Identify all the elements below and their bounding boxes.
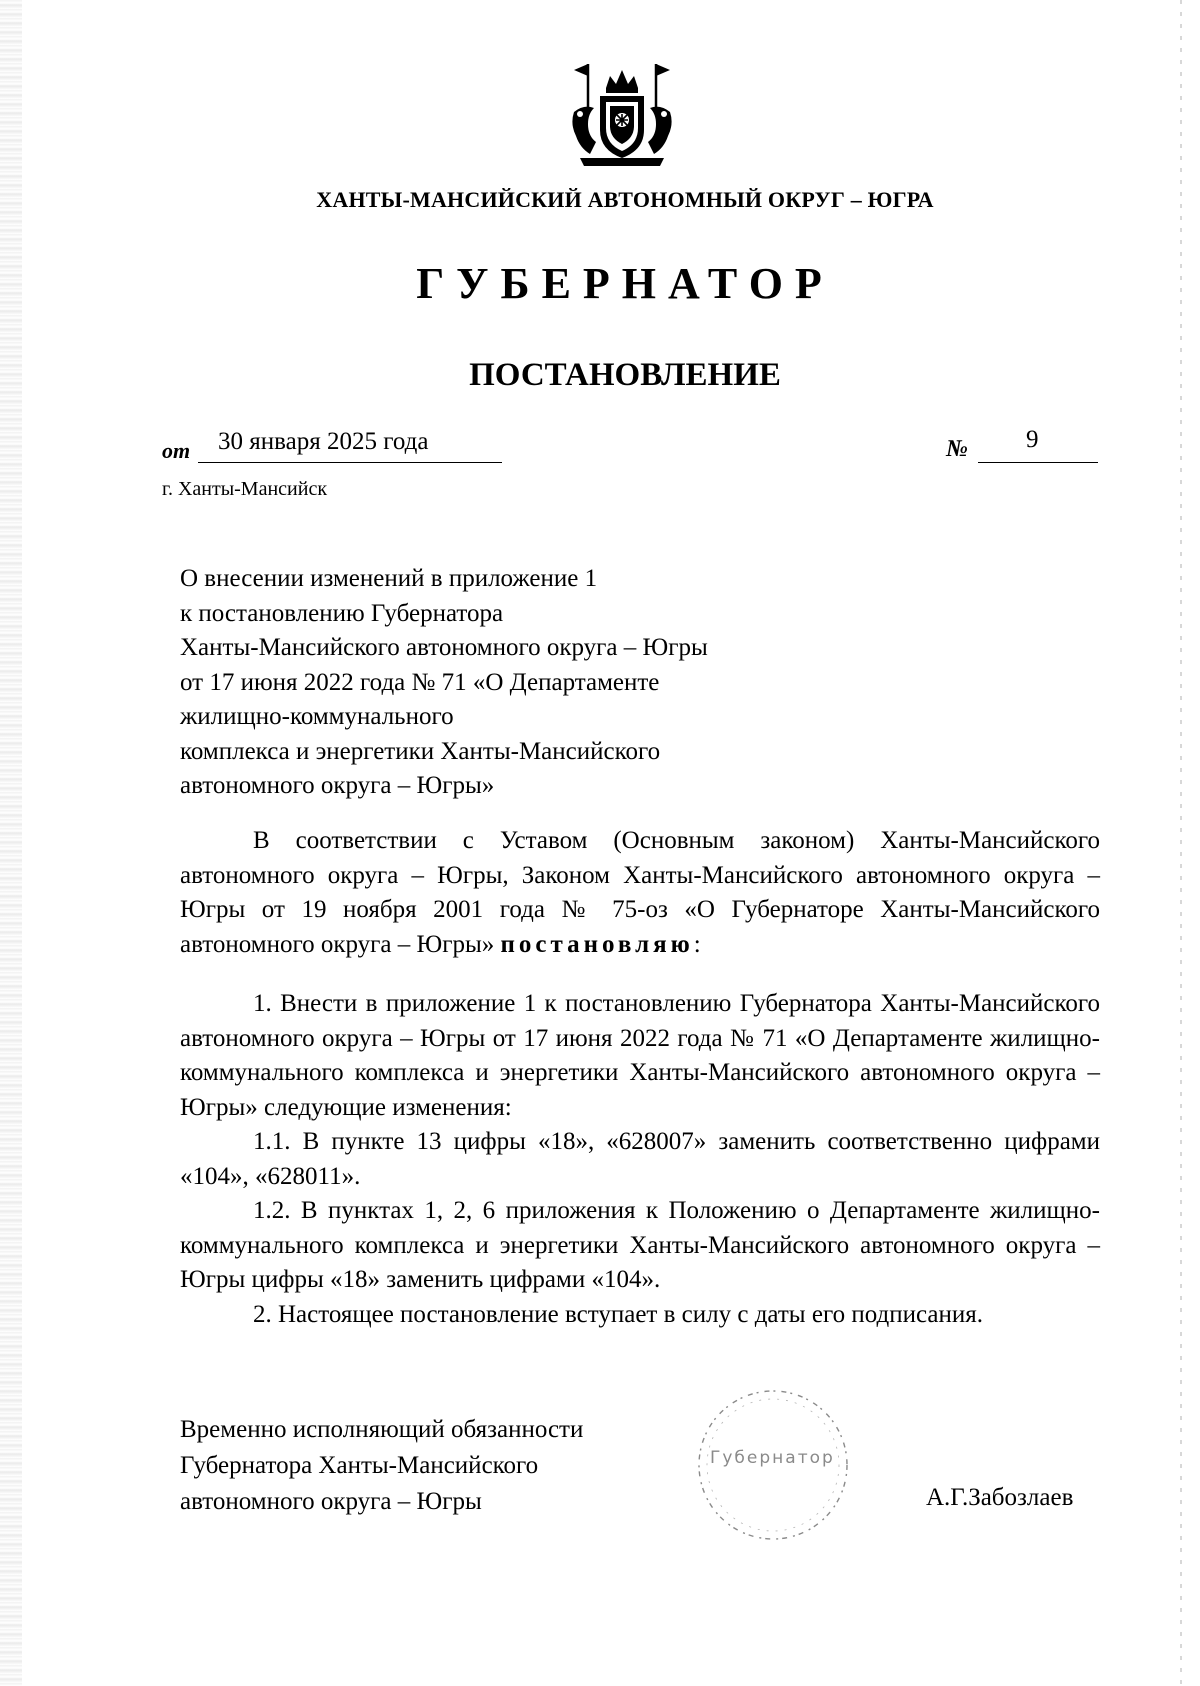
official-stamp <box>688 1375 858 1555</box>
subject-line: Ханты-Мансийского автономного округа – Югры <box>180 634 708 661</box>
document-number: 9 <box>1026 426 1039 453</box>
signer-position-line: автономного округа – Югры <box>180 1488 482 1515</box>
decree-items <box>180 987 1100 1332</box>
decree-item: 1. Внести в приложение 1 к постановлению Губернатора Ханты-Мансийского автономного округа – Югры от 17 июня 2022 года № 71 «О Департаменте жилищно-коммунального комплекса и энергетики Ханты-Мансийского автономного округа – Югры» следующие изменения: <box>180 990 1100 1121</box>
number-label: № <box>946 436 968 462</box>
date-underline <box>198 462 502 463</box>
signer-position-line: Временно исполняющий обязанности <box>180 1416 584 1443</box>
document-subject <box>180 562 820 804</box>
signer-position-line: Губернатора Ханты-Мансийского <box>180 1452 539 1479</box>
preamble <box>180 824 1100 962</box>
subject-line: О внесении изменений в приложение 1 <box>180 565 598 592</box>
signer-position <box>180 1412 583 1520</box>
preamble-colon: : <box>693 930 701 958</box>
decree-word: постановляю <box>500 930 694 958</box>
decree-item: 1.2. В пунктах 1, 2, 6 приложения к Положению о Департаменте жилищно-коммунального комплекса и энергетики Ханты-Мансийского автономного округа – Югры цифры «18» заменить цифрами «104». <box>180 1197 1100 1293</box>
scan-edge-right <box>1180 0 1182 1686</box>
document-date: 30 января 2025 года <box>218 428 429 455</box>
scan-edge-left <box>0 0 22 1686</box>
authority-title: ГУБЕРНАТОР <box>416 259 834 308</box>
decree-item: 1.1. В пункте 13 цифры «18», «628007» заменить соответственно цифрами «104», «628011». <box>180 1128 1100 1190</box>
subject-line: от 17 июня 2022 года № 71 «О Департаменте <box>180 668 660 696</box>
subject-line: комплекса и энергетики Ханты-Мансийского <box>180 737 661 765</box>
signer-name: А.Г.Забозлаев <box>926 1484 1074 1511</box>
stamp-text: Губернатор <box>710 1448 835 1468</box>
region-title: ХАНТЫ-МАНСИЙСКИЙ АВТОНОМНЫЙ ОКРУГ – ЮГРА <box>316 187 934 212</box>
number-underline <box>978 462 1098 463</box>
document-type-title: ПОСТАНОВЛЕНИЕ <box>469 357 781 393</box>
preamble-paragraph <box>180 824 1100 962</box>
decree-item: 2. Настоящее постановление вступает в силу с даты его подписания. <box>253 1300 983 1328</box>
city: г. Ханты-Мансийск <box>162 478 328 500</box>
coat-of-arms-icon <box>566 58 678 170</box>
preamble-text: В соответствии с Уставом (Основным законом) Ханты-Мансийского автономного округа – Югры, Законом Ханты-Мансийского автономного округа – Югры от 19 ноября 2001 года № 75-оз «О Губернаторе Ханты-Мансийского автономного округа – Югры» <box>180 827 1100 958</box>
subject-line: автономного округа – Югры» <box>180 772 495 799</box>
subject-line: жилищно-коммунального <box>180 703 454 730</box>
date-prefix: от <box>162 438 191 463</box>
subject-line: к постановлению Губернатора <box>180 599 504 627</box>
